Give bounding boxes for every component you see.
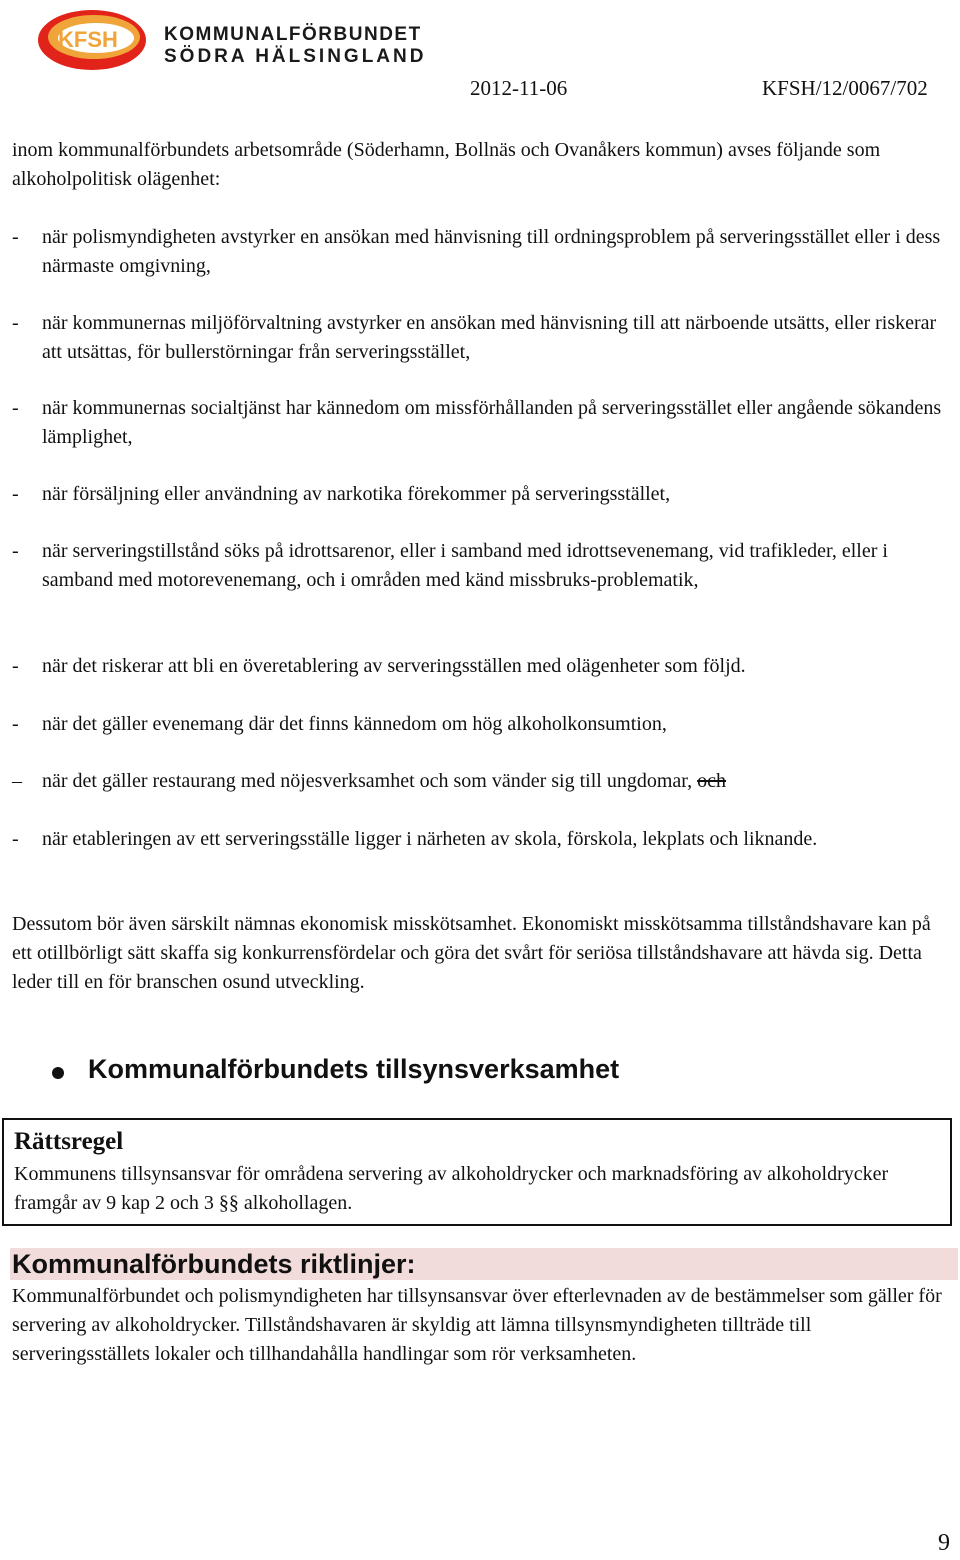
list-item-text: när serveringstillstånd söks på idrottsarenor, eller i samband med idrottsevenemang, vid trafikleder, eller i samband med motorevenemang, och i områden med känd missbruks-problematik, (42, 540, 888, 591)
list-item-text: när försäljning eller användning av narkotika förekommer på serveringsstället, (42, 483, 671, 505)
list-item (12, 480, 952, 509)
list-dash: - (12, 397, 19, 419)
rattsregel-box (2, 1118, 952, 1226)
list-item-text-wrapper (42, 767, 952, 796)
list-item-text: när polismyndigheten avstyrker en ansökan med hänvisning till ordningsproblem på serveringsstället eller i dess närmaste omgivning, (42, 226, 941, 277)
section-heading: Kommunalförbundets tillsynsverksamhet (88, 1054, 620, 1084)
intro-paragraph: inom kommunalförbundets arbetsområde (Söderhamn, Bollnäs och Ovanåkers kommun) avses följande som alkoholpolitisk olägenhet: (12, 139, 881, 190)
bullet-icon (52, 1067, 64, 1079)
riktlinjer-body: Kommunalförbundet och polismyndigheten har tillsynsansvar över efterlevnaden av de bestämmelser som gäller för servering av alkoholdrycker. Tillståndshavaren är skyldig att lämna tillsynsmyndigheten tillträde till serveringsställets lokaler och tillhandahålla handlingar som rör verksamheten. (12, 1285, 942, 1365)
list-item-text: när kommunernas socialtjänst har kännedom om missförhållanden på serveringsstället eller angående sökandens lämplighet, (42, 397, 942, 448)
list-item (12, 309, 952, 367)
kfsh-logo-emblem (36, 6, 166, 72)
list-dash: - (12, 655, 19, 677)
list-dash: - (12, 713, 19, 735)
logo-line1: KOMMUNALFÖRBUNDET (164, 24, 422, 45)
document-date: 2012-11-06 (470, 76, 568, 100)
kfsh-logo (36, 6, 446, 72)
list-item (12, 537, 952, 595)
list-item-text: när kommunernas miljöförvaltning avstyrker en ansökan med hänvisning till att närboende utsätts, eller riskerar att utsättas, för bullerstörningar från serveringsstället, (42, 312, 937, 363)
list-dash: - (12, 312, 19, 334)
struck-word: och (697, 770, 727, 792)
list-dash: - (12, 483, 19, 505)
list-dash: - (12, 540, 19, 562)
list-item-text: när det gäller restaurang med nöjesverksamhet och som vänder sig till ungdomar, (42, 770, 693, 792)
page-number: 9 (938, 1530, 950, 1556)
logo-abbr: KFSH (58, 27, 118, 52)
list-dash: – (12, 770, 22, 792)
list-dash: - (12, 828, 19, 850)
list-item (12, 825, 952, 854)
list-dash: - (12, 226, 19, 248)
list-item (12, 710, 952, 739)
list-item-text: när det riskerar att bli en överetablering av serveringsställen med olägenheter som följd. (42, 655, 746, 677)
rattsregel-body: Kommunens tillsynsansvar för områdena servering av alkoholdrycker och marknadsföring av alkoholdrycker framgår av 9 kap 2 och 3 §§ alkohollagen. (14, 1163, 889, 1214)
list-item (12, 394, 952, 452)
riktlinjer-title: Kommunalförbundets riktlinjer: (12, 1249, 416, 1279)
document-reference: KFSH/12/0067/702 (762, 76, 928, 100)
list-item-text: när det gäller evenemang där det finns kännedom om hög alkoholkonsumtion, (42, 713, 667, 735)
list-item (12, 767, 952, 796)
rattsregel-title: Rättsregel (14, 1128, 124, 1155)
list-item (12, 223, 952, 281)
list-item-text: när etableringen av ett serveringsställe ligger i närheten av skola, förskola, lekplats och liknande. (42, 828, 818, 850)
list-item (12, 652, 952, 681)
summary-paragraph: Dessutom bör även särskilt nämnas ekonomisk misskötsamhet. Ekonomiskt misskötsamma tillståndshavare kan på ett otillbörligt sätt skaffa sig konkurrensfördelar och göra det svårt för seriösa tillståndshavare att hävda sig. Detta leder till en för branschen osund utveckling. (12, 913, 931, 993)
logo-line2: SÖDRA HÄLSINGLAND (164, 46, 427, 67)
